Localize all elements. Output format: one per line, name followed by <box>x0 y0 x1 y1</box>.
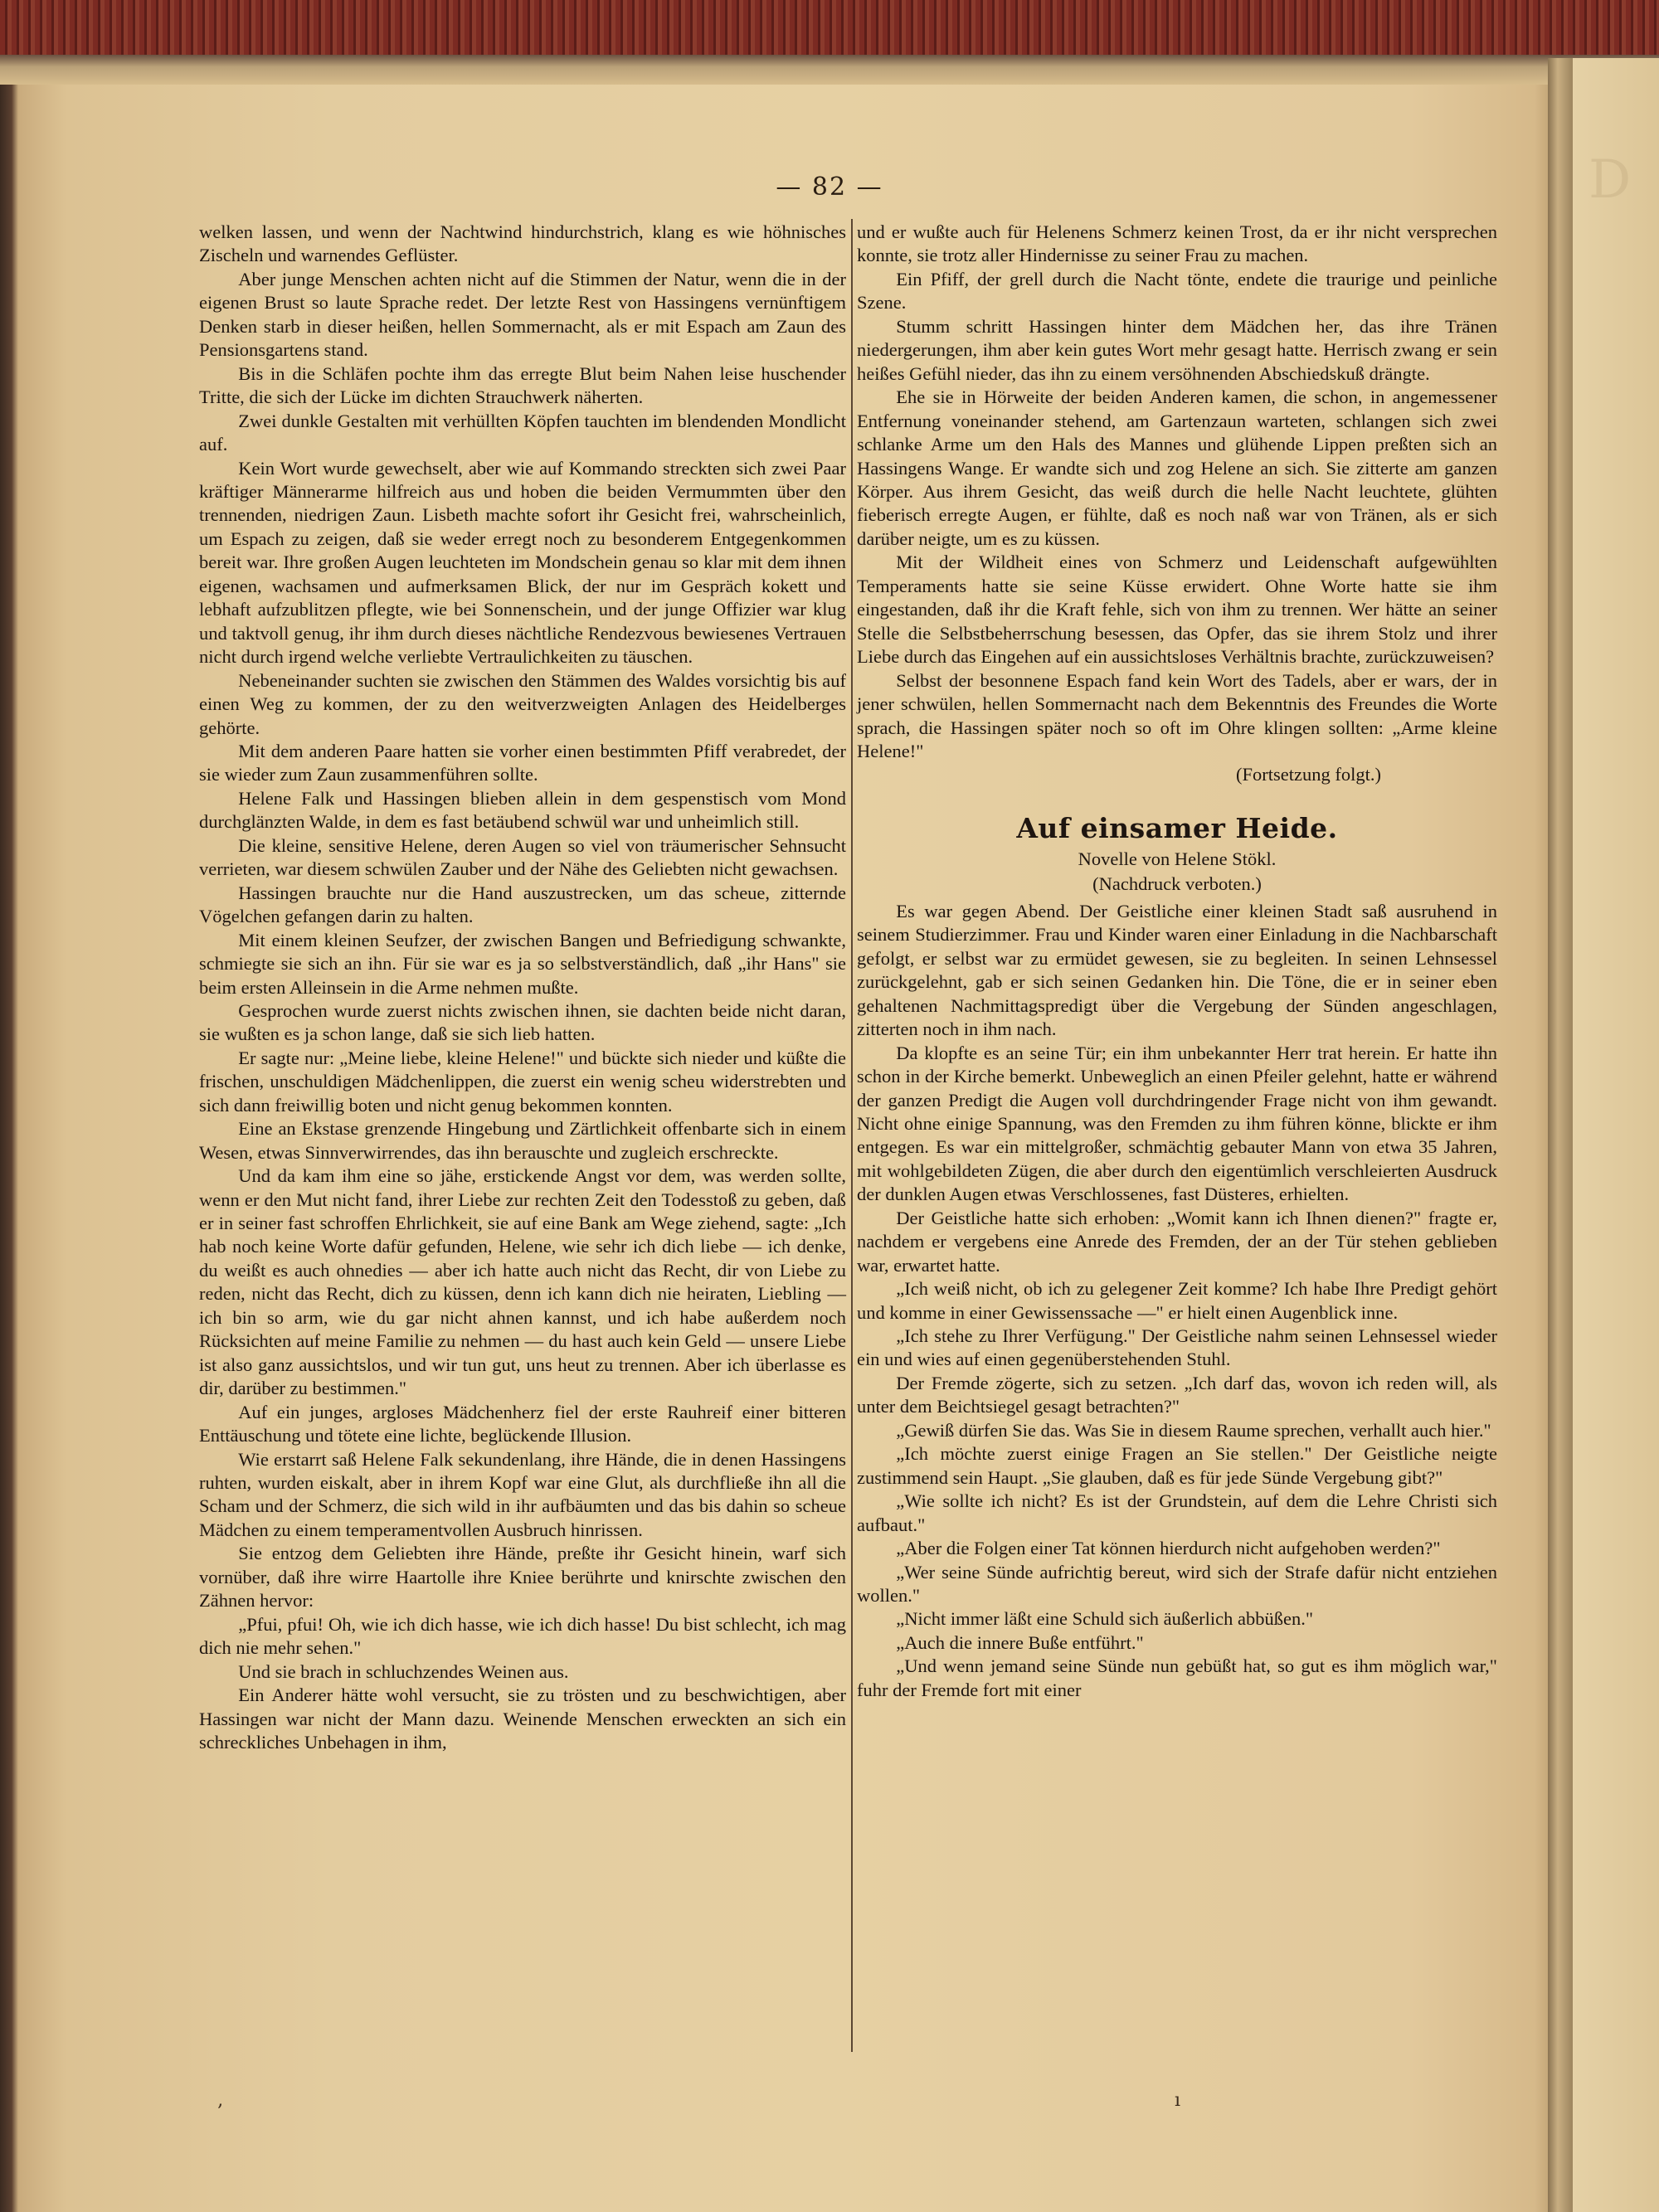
paragraph: „Ich möchte zuerst einige Fragen an Sie stellen." Der Geistliche neigte zustimmend sein Haupt. „Sie glauben, daß es für jede Sünde Vergebung gibt?" <box>857 1443 1497 1488</box>
story-title: Auf einsamer Heide. <box>1016 811 1338 844</box>
paragraph: Selbst der besonnene Espach fand kein Wort des Tadels, aber er wars, der in jener schwülen, hellen Sommernacht nach dem Bekenntnis des Freundes die Worte sprach, die Hassingen später noch so oft im Ohre klingen sollten: „Arme kleine Helene!" <box>857 669 1497 761</box>
paragraph: „Gewiß dürfen Sie das. Was Sie in diesem Raume sprechen, verhallt auch hier." <box>896 1419 1491 1441</box>
story-byline: Novelle von Helene Stökl. <box>1078 848 1277 869</box>
paragraph: Kein Wort wurde gewechselt, aber wie auf Kommando streckten sich zwei Paar kräftiger Männerarme hilfreich aus und hoben die beiden Vermummten über den trennenden, niedrigen Zaun. Lisbeth machte sofort ihr Gesicht frei, wahrscheinlich, um Espach zu zeigen, daß sie weder erregt noch zu besonderem Entgegenkommen bereit war. Ihre großen Augen leuchteten im Mondschein genau so klar mit dem ihnen eigenen, wachsamen und aufmerksamen Blick, der nur im Gespräch kokett und lebhaft aufzublitzen pflegte, wie bei Sonnenschein, und der junge Offizier war klug und taktvoll genug, ihr ihm durch dieses nächtliche Rendezvous bewiesenes Vertrauen nicht durch irgend welche verliebte Vertraulichkeiten zu täuschen. <box>199 457 846 668</box>
reprint-note: (Nachdruck verboten.) <box>1092 873 1262 894</box>
right-column <box>857 221 1497 1702</box>
paragraph: „Und wenn jemand seine Sünde nun gebüßt hat, so gut es ihm möglich war," fuhr der Fremde fort mit einer <box>857 1655 1497 1700</box>
paragraph: Der Geistliche hatte sich erhoben: „Womit kann ich Ihnen dienen?" fragte er, nachdem er vergebens eine Anrede des Fremden, der an der Tür stehen geblieben war, erwartet hatte. <box>857 1207 1497 1276</box>
paragraph: Mit der Wildheit eines von Schmerz und Leidenschaft aufgewühlten Temperaments hatte sie seine Küsse erwidert. Ohne Worte hatte sie ihm eingestanden, daß ihr die Kraft fehle, sich von ihm zu trennen. Wer hätte an seiner Stelle die Selbstbeherrschung besessen, das Opfer, das sie ihrem Stolz und ihrer Liebe durch das Eingehen auf ein aussichtsloses Verhältnis brachte, zurückzuweisen? <box>857 552 1497 668</box>
paragraph: „Aber die Folgen einer Tat können hierdurch nicht aufgehoben werden?" <box>896 1538 1441 1559</box>
print-mark: ı <box>1175 2090 1181 2111</box>
paragraph: Mit dem anderen Paare hatten sie vorher einen bestimmten Pfiff verabredet, der sie wieder zum Zaun zusammenführen sollte. <box>199 740 846 785</box>
paragraph: Wie erstarrt saß Helene Falk sekundenlang, ihre Hände, die in denen Hassingens ruhten, wurden eiskalt, aber in ihrem Kopf war eine Glut, als durchfließe ihn all die Scham und der Schmerz, die sich wild in ihr aufbäumten und das bis dahin so scheue Mädchen zu einem temperamentvollen Ausbruch hinrissen. <box>199 1448 846 1540</box>
paragraph: Gesprochen wurde zuerst nichts zwischen ihnen, sie dachten beide nicht daran, sie wußten es ja schon lange, daß sie sich lieb hatten. <box>199 999 846 1045</box>
paragraph: Er sagte nur: „Meine liebe, kleine Helene!" und bückte sich nieder und küßte die frischen, unschuldigen Mädchenlippen, die zuerst ein wenig scheu widerstrebten und sich dann freiwillig boten und nicht genug bekommen konnten. <box>199 1047 846 1116</box>
paragraph: Aber junge Menschen achten nicht auf die Stimmen der Natur, wenn die in der eigenen Brust so laute Sprache redet. Der letzte Rest von Hassingens vernünftigem Denken starb in dieser heißen, hellen Sommernacht, als er mit Espach am Zaun des Pensionsgartens stand. <box>199 268 846 361</box>
paragraph: Die kleine, sensitive Helene, deren Augen so viel von träumerischer Sehnsucht verrieten, war diesem schwülen Zauber und der Nähe des Geliebten nicht gewachsen. <box>199 834 846 880</box>
paragraph: „Wie sollte ich nicht? Es ist der Grundstein, auf dem die Lehre Christi sich aufbaut." <box>857 1490 1497 1535</box>
paragraph: „Nicht immer läßt eine Schuld sich äußerlich abbüßen." <box>896 1608 1314 1630</box>
paragraph: Mit einem kleinen Seufzer, der zwischen Bangen und Befriedigung schwankte, schmiegte sie sich an ihn. Für sie war es ja so selbstverständlich, daß „ihr Hans" sie beim ersten Alleinsein in die Arme nehmen mußte. <box>199 929 846 998</box>
paragraph: Da klopfte es an seine Tür; ein ihm unbekannter Herr trat herein. Er hatte ihn schon in der Kirche bemerkt. Unbeweglich an einen Pfeiler gelehnt, hatte er während der ganzen Predigt die Augen voll durchdringender Frage nicht von ihm gewandt. Nicht ohne einige Spannung, was den Fremden zu ihm führen könne, blickte er ihm entgegen. Es war ein mittelgroßer, schmächtig gebauter Mann von etwa 35 Jahren, mit wohlgebildeten Zügen, die aber durch den eigentümlich verschleierten Ausdruck der dunklen Augen etwas Verschlossenes, fast Düsteres, erhielten. <box>857 1042 1497 1205</box>
next-page-strip <box>1573 58 1659 2212</box>
paragraph: „Ich weiß nicht, ob ich zu gelegener Zeit komme? Ich habe Ihre Predigt gehört und komme in einer Gewissenssache —" er hielt einen Augenblick inne. <box>857 1278 1497 1323</box>
paragraph: welken lassen, und wenn der Nachtwind hindurchstrich, klang es wie höhnisches Zischeln und warnendes Geflüster. <box>199 221 846 266</box>
left-column <box>199 221 846 1754</box>
next-page-show-through: D <box>1588 149 1632 211</box>
column-rule <box>851 219 853 2052</box>
paragraph: und er wußte auch für Helenens Schmerz keinen Trost, da er ihr nicht versprechen konnte, sie trotz aller Hindernisse zu seiner Frau zu machen. <box>857 221 1497 266</box>
paragraph: Zwei dunkle Gestalten mit verhüllten Köpfen tauchten im blendenden Mondlicht auf. <box>199 410 846 455</box>
paragraph: Stumm schritt Hassingen hinter dem Mädchen her, das ihre Tränen niedergerungen, ihm aber kein gutes Wort mehr gesagt hatte. Herrisch zwang er sein heißes Gefühl nieder, das ihn zu einem versöhnenden Abschiedskuß drängte. <box>857 315 1497 384</box>
paragraph: Und sie brach in schluchzendes Weinen aus. <box>238 1660 569 1682</box>
paragraph: Sie entzog dem Geliebten ihre Hände, preßte ihr Gesicht hinein, warf sich vornüber, daß ihre wirre Haartolle ihre Kniee berührte und knirschte zwischen den Zähnen hervor: <box>199 1543 846 1612</box>
paragraph: „Ich stehe zu Ihrer Verfügung." Der Geistliche nahm seinen Lehnsessel wieder ein und wies auf einen gegenüberstehenden Stuhl. <box>857 1325 1497 1370</box>
page-number: — 82 — <box>776 173 883 202</box>
paragraph: Hassingen brauchte nur die Hand auszustrecken, um das scheue, zitternde Vögelchen gefangen darin zu halten. <box>199 882 846 927</box>
page-top-edge <box>0 55 1659 85</box>
paragraph: Ein Anderer hätte wohl versucht, sie zu trösten und zu beschwichtigen, aber Hassingen war nicht der Mann dazu. Weinende Menschen erweckten an sich ein schreckliches Unbehagen in ihm, <box>199 1685 846 1753</box>
paragraph: Der Fremde zögerte, sich zu setzen. „Ich darf das, wovon ich reden will, als unter dem Beichtsiegel gesagt betrachten?" <box>857 1372 1497 1417</box>
continued-note: (Fortsetzung folgt.) <box>1236 764 1381 785</box>
page-gutter <box>1548 58 1573 2212</box>
paragraph: Eine an Ekstase grenzende Hingebung und Zärtlichkeit offenbarte sich in einem Wesen, etwas Sinnverwirrendes, das ihn berauschte und zugleich erschreckte. <box>199 1118 846 1163</box>
paragraph: „Auch die innere Buße entführt." <box>896 1631 1144 1653</box>
paragraph: „Pfui, pfui! Oh, wie ich dich hasse, wie ich dich hasse! Du bist schlecht, ich mag dich nie mehr sehen." <box>199 1613 846 1659</box>
book-spine-band <box>0 0 1659 60</box>
paragraph: Helene Falk und Hassingen blieben allein in dem gespenstisch vom Mond durchglänzten Walde, in dem es fast betäubend schwül war und unheimlich still. <box>199 787 846 833</box>
paragraph: Und da kam ihm eine so jähe, erstickende Angst vor dem, was werden sollte, wenn er den Mut nicht fand, ihrer Liebe zur rechten Zeit den Todesstoß zu geben, daß er in seiner fast schroffen Ehrlichkeit, sie auf eine Bank am Wege ziehend, sagte: „Ich hab noch keine Worte dafür gefunden, Helene, wie sehr ich dich liebe — ich denke, du weißt es auch ohnedies — aber ich hatte auch nicht das Recht, dir von Liebe zu reden, nicht das Recht, dich zu küssen, denn ich kann dich nie heiraten, Liebling — ich bin so arm, wie du gar nicht ahnen kannst, und ich habe außerdem noch Rücksichten auf meine Familie zu nehmen — du hast auch kein Geld — unsere Liebe ist also ganz aussichtslos, und wir tun gut, uns heut zu trennen. Aber ich überlasse es dir, darüber zu bestimmen." <box>199 1165 846 1399</box>
paragraph: Nebeneinander suchten sie zwischen den Stämmen des Waldes vorsichtig bis auf einen Weg zu kommen, der zu den weitverzweigten Anlagen des Heidelberges gehörte. <box>199 669 846 738</box>
paragraph: Auf ein junges, argloses Mädchenherz fiel der erste Rauhreif einer bitteren Enttäuschung und tötete eine lichte, beglückende Illusion. <box>199 1401 846 1446</box>
paragraph: „Wer seine Sünde aufrichtig bereut, wird sich der Strafe dafür nicht entziehen wollen." <box>857 1561 1497 1607</box>
paragraph: Ehe sie in Hörweite der beiden Anderen kamen, die schon, in angemessener Entfernung voneinander stehend, am Gartenzaun warteten, schlangen sich zwei schlanke Arme um den Hals des Mannes und glühende Lippen preßten sich an Hassingens Wange. Er wandte sich und zog Helene an sich. Sie zitterte am ganzen Körper. Aus ihrem Gesicht, das weiß durch die helle Nacht leuchtete, glühten fieberisch erregte Augen, er fühlte, daß es noch naß war von Tränen, als er sich darüber neigte, um es zu küssen. <box>857 386 1497 549</box>
print-mark: ‚ <box>217 2090 223 2111</box>
paragraph: Es war gegen Abend. Der Geistliche einer kleinen Stadt saß ausruhend in seinem Studierzimmer. Frau und Kinder waren einer Einladung in die Nachbarschaft gefolgt, er selbst war zu ermüdet gewesen, sie zu begleiten. In seinen Lehnsessel zurückgelehnt, gab er sich seinen Gedanken hin. Die Töne, die er in seiner eben gehaltenen Nachmittagspredigt über die Vergebung der Sünden angeschlagen, zitterten noch in ihm nach. <box>857 900 1497 1040</box>
paragraph: Bis in die Schläfen pochte ihm das erregte Blut beim Nahen leise huschender Tritte, die sich der Lücke im dichten Strauchwerk näherten. <box>199 362 846 408</box>
paragraph: Ein Pfiff, der grell durch die Nacht tönte, endete die traurige und peinliche Szene. <box>857 268 1497 314</box>
